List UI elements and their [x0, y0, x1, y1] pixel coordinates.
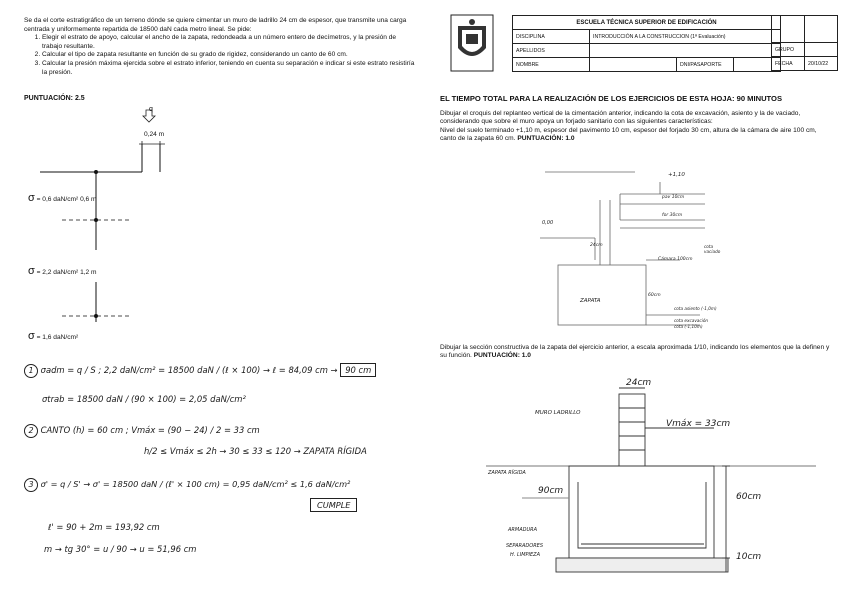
question-1: Dibujar el croquis del replanteo vertical de la cimentación anterior, indicando la cota de excavación, asiento y la de vaciado, considerando que sobre el muro apoya un forjado sanitario con las siguientes características: Nivel del suelo terminado +1,10 m, espesor del pavimento 10 cm, espesor del forjado 30 cm, altura de la cámara de aire 100 cm, canto de la zapata 60 cm. PUNTUACIÓN: 1.0 [440, 110, 817, 143]
sketch2-label: 24cm [626, 378, 652, 388]
sketch2-label: SEPARADORES [506, 543, 544, 549]
grupo-field[interactable] [805, 43, 838, 57]
apellidos-label: APELLIDOS [513, 44, 590, 58]
layer-1-label: σ = 0,6 daN/cm² 0,6 m [28, 192, 97, 204]
sketch2-label: 60cm [736, 492, 762, 502]
sketch2-label: MURO LADRILLO [535, 410, 581, 416]
footing-section-sketch [486, 372, 826, 600]
nombre-field[interactable] [590, 58, 677, 72]
disciplina-value: INTRODUCCIÓN A LA CONSTRUCCION (1ª Evaluación) [590, 30, 781, 44]
handwritten-solution: 1 σadm = q / S ; 2,2 daN/cm² = 18500 daN / (ℓ × 100) → ℓ = 84,09 cm → 90 cm σtrab = 18500 daN / (90 × 100) = 2,05 daN/cm² 2 CANTO (h) = 60 cm ; Vmáx = (90 − 24) / 2 = 33 cm h/2 ≤ Vmáx ≤ 2h → 30 ≤ 33 ≤ 120 → ZAPATA RÍGIDA 3 σ' = q / S' → σ' = 18500 daN / (ℓ' × 100 cm) = 0,95 daN/cm² ≤ 1,6 daN/cm² CUMPLE ℓ' = 90 + 2m = 193,92 cm m → tg 30° = u / 90 → u = 51,96 cm [24, 364, 424, 566]
foundation-sketch-1 [520, 160, 730, 340]
score-left: PUNTUACIÓN: 2.5 [24, 95, 85, 102]
task-list [24, 34, 416, 77]
load-label: q [149, 106, 153, 113]
school-crest-logo [450, 14, 494, 72]
nombre-label: NOMBRE [513, 58, 590, 72]
grupo-label: GRUPO [772, 43, 805, 57]
fecha-label: FECHA [772, 57, 805, 71]
task-item: 1. Elegir el estrato de apoyo, calcular el ancho de la zapata, redondeada a un número entero de decímetros, y la presión de trabajo resultante. [42, 34, 416, 51]
sketch1-label: 0,00 [542, 220, 554, 226]
disciplina-label: DISCIPLINA [513, 30, 590, 44]
sketch1-label: cota (-1,10m) [674, 324, 703, 329]
group-date-table [771, 15, 838, 71]
sketch2-label: ARMADURA [508, 527, 538, 533]
sketch1-label: cota asiento (-1,0m) [674, 306, 717, 311]
sketch1-label: for 30cm [662, 213, 683, 218]
strata-diagram [0, 100, 420, 350]
apellidos-field[interactable] [590, 44, 781, 58]
sketch1-label: pav 10cm [662, 195, 685, 200]
problem-statement [24, 17, 416, 77]
sketch1-label: 60cm [648, 293, 661, 298]
layer-3-label: σ = 1,6 daN/cm² [28, 330, 79, 342]
sketch2-label: ZAPATA RÍGIDA [488, 470, 526, 476]
sketch1-label: cota vaciado [704, 244, 721, 254]
sketch2-label: H. LIMPIEZA [510, 552, 541, 558]
sketch1-label: +1,10 [668, 172, 685, 178]
fecha-value: 20/10/22 [805, 57, 838, 71]
sketch1-label: cota excavación [674, 318, 709, 323]
task-item: 3. Calcular la presión máxima ejercida sobre el estrato inferior, teniendo en cuenta su separación e indicar si este estrato resistiría la presión. [42, 60, 416, 77]
sketch1-label: ZAPATA [580, 298, 601, 304]
sketch2-label: 10cm [736, 552, 762, 562]
dni-label: DNI/PASAPORTE [677, 58, 734, 72]
layer-2-label: σ = 2,2 daN/cm² 1,2 m [28, 265, 97, 277]
question-2: Dibujar la sección constructiva de la zapata del ejercicio anterior, a escala aproximada 1/10, indicando los elementos que la definen y su función. PUNTUACIÓN: 1.0 [440, 344, 830, 360]
sketch2-label: Vmáx = 33cm [666, 419, 731, 429]
school-name: ESCUELA TÉCNICA SUPERIOR DE EDIFICACIÓN [513, 16, 781, 30]
student-info-table [512, 15, 781, 72]
sketch1-label: 24cm [590, 243, 603, 248]
intro-text: Se da el corte estratigráfico de un terreno dónde se quiere cimentar un muro de ladrillo 24 cm de espesor, que transmite una carga centrada y uniformemente repartida de 18500 daN cada metro lineal. Se pide: [24, 17, 407, 33]
sketch1-label: Cámara 100cm [658, 257, 693, 262]
sketch2-label: 90cm [538, 486, 564, 496]
wall-width-label: 0,24 m [144, 131, 165, 138]
time-title: EL TIEMPO TOTAL PARA LA REALIZACIÓN DE LOS EJERCICIOS DE ESTA HOJA: 90 MINUTOS [440, 94, 783, 103]
task-item: 2. Calcular el tipo de zapata resultante en función de su grado de rigidez, considerando un canto de 60 cm. [42, 51, 416, 60]
